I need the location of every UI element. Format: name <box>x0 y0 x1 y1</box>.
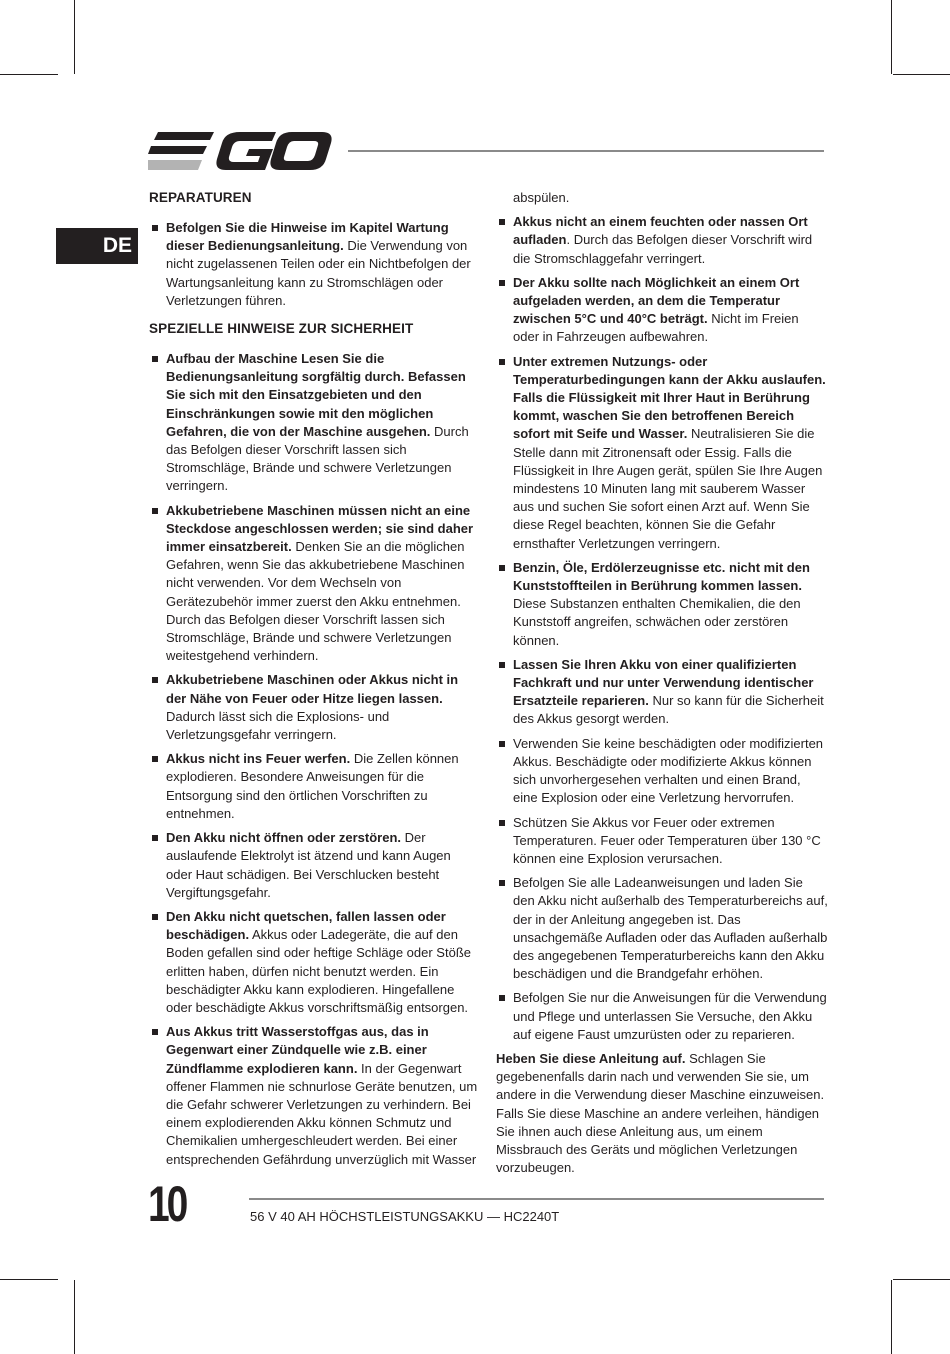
bullet-icon <box>152 1029 158 1035</box>
crop-mark <box>0 1279 58 1280</box>
bullet-icon <box>499 565 505 571</box>
section-heading-safety: SPEZIELLE HINWEISE ZUR SICHERHEIT <box>149 321 414 337</box>
list-item: Akkus nicht an einem feuchten oder nassen Ort aufladen. Durch das Befolgen dieser Vorschrift wird die Stromschlaggefahr verringert. <box>496 213 828 268</box>
crop-mark <box>74 1280 75 1354</box>
footer-rule <box>249 1198 824 1200</box>
page-number: 10 <box>148 1176 186 1232</box>
bullet-icon <box>499 359 505 365</box>
section-heading-repairs: REPARATUREN <box>149 190 252 205</box>
list-item: Aus Akkus tritt Wasserstoffgas aus, das in Gegenwart einer Zündquelle wie z.B. einer Zündflamme explodieren kann. In der Gegenwart offener Flammen nie schnurlose Geräte benutzen, um die Gefahr schwerer Verletzungen zu verhindern. Bei einem explodierenden Akku können Schmutz und Chemikalien umhergeschleudert werden. Bei einer entsprechenden Gefährdung unverzüglich mit Wasser <box>149 1023 479 1169</box>
closing-paragraph: Heben Sie diese Anleitung auf. Schlagen Sie gegebenenfalls darin nach und verwenden Sie sie, um andere in die Verwendung dieser Maschine einzuweisen. Falls Sie diese Maschine an andere verleihen, händigen Sie ihnen auch diese Anleitung aus, um einem Missbrauch des Geräts und möglichen Verletzungen vorzubeugen. <box>496 1050 825 1176</box>
list-item: Aufbau der Maschine Lesen Sie die Bedienungsanleitung sorgfältig durch. Befassen Sie sich mit den Einsatzgebieten und den Einschränkungen sowie mit den möglichen Gefahren, die von der Maschine ausgehen. Durch das Befolgen dieser Vorschrift lassen sich Stromschläge, Brände und schwere Verletzungen verringern. <box>149 350 479 496</box>
continued-text: abspülen. <box>513 190 570 205</box>
header-rule <box>348 150 824 152</box>
language-tab: DE <box>56 228 138 264</box>
list-item: Akkus nicht ins Feuer werfen. Die Zellen können explodieren. Besondere Anweisungen für die Entsorgung sind den örtlichen Vorschriften zu entnehmen. <box>149 750 479 823</box>
crop-mark <box>893 1279 950 1280</box>
list-item: Akkubetriebene Maschinen müssen nicht an eine Steckdose angeschlossen werden; sie sind daher immer einsatzbereit. Denken Sie an die möglichen Gefahren, wenn Sie das akkubetriebene Maschinen nicht verwenden. Vor dem Wechseln von Gerätezubehör immer zuerst den Akku entnehmen. Durch das Befolgen dieser Vorschrift lassen sich Stromschläge, Brände und schwere Verletzungen weitestgehend verhindern. <box>149 502 479 666</box>
list-item: Den Akku nicht quetschen, fallen lassen oder beschädigen. Akkus oder Ladegeräte, die auf den Boden gefallen sind oder heftige Schläge oder Stöße erlitten haben, dürfen nicht benutzt werden. Ein beschädigter Akku kann explodieren. Hingefallene oder beschädigte Akkus vorschriftsmäßig entsorgen. <box>149 908 479 1017</box>
bullet-icon <box>152 914 158 920</box>
footer-product-name: 56 V 40 AH HÖCHSTLEISTUNGSAKKU — HC2240T <box>250 1209 560 1224</box>
bullet-icon <box>499 280 505 286</box>
bullet-icon <box>152 835 158 841</box>
left-column <box>149 189 479 1175</box>
right-column <box>496 189 828 1183</box>
list-item: Befolgen Sie alle Ladeanweisungen und laden Sie den Akku nicht außerhalb des Temperaturbereichs auf, der in der Anleitung angegeben ist. Das unsachgemäße Aufladen oder das Aufladen außerhalb des angegebenen Temperaturbereichs kann den Akku beschädigen und die Brandgefahr erhöhen. <box>496 874 828 983</box>
bullet-icon <box>152 756 158 762</box>
list-item: Befolgen Sie nur die Anweisungen für die Verwendung und Pflege und unterlassen Sie Versuche, den Akku auf eigene Faust umzurüsten oder zu reparieren. <box>496 989 828 1044</box>
crop-mark <box>891 0 892 74</box>
list-item: Benzin, Öle, Erdölerzeugnisse etc. nicht mit den Kunststoffteilen in Berührung kommen lassen. Diese Substanzen enthalten Chemikalien, die den Kunststoff angreifen, schwächen oder zerstören können. <box>496 559 828 650</box>
bullet-icon <box>499 820 505 826</box>
bullet-icon <box>152 225 158 231</box>
list-item: Verwenden Sie keine beschädigten oder modifizierten Akkus. Beschädigte oder modifizierte Akkus können sich unvorhergesehen verhalten und einen Brand, eine Explosion oder eine Verletzung hervorrufen. <box>496 735 828 808</box>
crop-mark <box>893 74 950 75</box>
list-item: Befolgen Sie die Hinweise im Kapitel Wartung dieser Bedienungsanleitung. Die Verwendung von nicht zugelassenen Teilen oder ein Nichtbefolgen der Wartungsanleitung kann zu Stromschlägen oder Verletzungen führen. <box>149 219 479 310</box>
crop-mark <box>891 1280 892 1354</box>
crop-mark <box>0 74 58 75</box>
bullet-icon <box>499 880 505 886</box>
bullet-icon <box>152 356 158 362</box>
list-item: Unter extremen Nutzungs- oder Temperaturbedingungen kann der Akku auslaufen. Falls die Flüssigkeit mit Ihrer Haut in Berührung kommt, waschen Sie den betroffenen Bereich sofort mit Seife und Wasser. Neutralisieren Sie die Stelle dann mit Zitronensaft oder Essig. Falls die Flüssigkeit in Ihre Augen gerät, spülen Sie Ihre Augen mindestens 10 Minuten lang mit sauberem Wasser aus und suchen Sie sofort einen Arzt auf. Wenn Sie diese Regel beachten, können Sie die Gefahr ernsthafter Verletzungen verringern. <box>496 353 828 553</box>
list-item: Der Akku sollte nach Möglichkeit an einem Ort aufgeladen werden, an dem die Temperatur zwischen 5°C und 40°C beträgt. Nicht im Freien oder in Fahrzeugen aufbewahren. <box>496 274 828 347</box>
bullet-icon <box>499 219 505 225</box>
bullet-icon <box>499 662 505 668</box>
bullet-icon <box>499 741 505 747</box>
ego-logo <box>148 130 332 172</box>
list-item: Akkubetriebene Maschinen oder Akkus nicht in der Nähe von Feuer oder Hitze liegen lassen. Dadurch lässt sich die Explosions- und Verletzungsgefahr verringern. <box>149 671 479 744</box>
list-item: Den Akku nicht öffnen oder zerstören. Der auslaufende Elektrolyt ist ätzend und kann Augen oder Haut schädigen. Bei Verschlucken besteht Vergiftungsgefahr. <box>149 829 479 902</box>
bullet-icon <box>152 677 158 683</box>
crop-mark <box>74 0 75 74</box>
bullet-icon <box>152 508 158 514</box>
bullet-icon <box>499 995 505 1001</box>
list-item: Schützen Sie Akkus vor Feuer oder extremen Temperaturen. Feuer oder Temperaturen über 130 °C können eine Explosion verursachen. <box>496 814 828 869</box>
list-item: Lassen Sie Ihren Akku von einer qualifizierten Fachkraft und nur unter Verwendung identischer Ersatzteile reparieren. Nur so kann für die Sicherheit des Akkus gesorgt werden. <box>496 656 828 729</box>
